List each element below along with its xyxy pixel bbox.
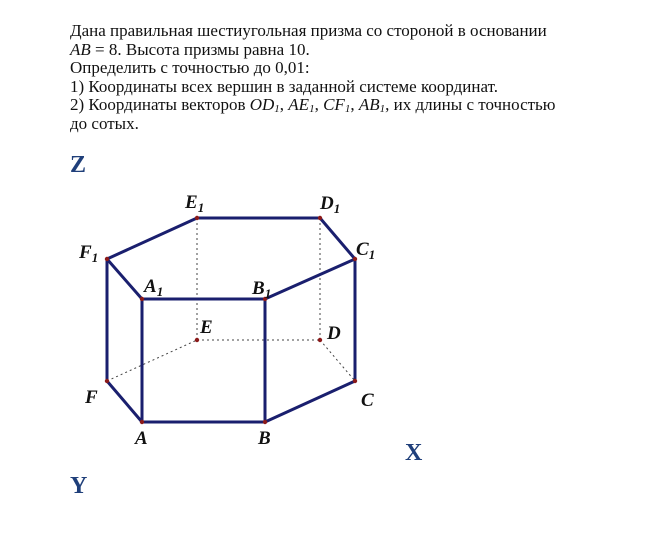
label-c: C xyxy=(361,390,374,411)
bottom-front-edges xyxy=(107,381,355,422)
point-e xyxy=(195,338,199,342)
vectors-prefix: 2) Координаты векторов xyxy=(70,95,250,114)
point-b xyxy=(263,420,267,424)
problem-line-1: Дана правильная шестиугольная призма со стороной в основании xyxy=(70,21,547,40)
label-e1: $E_1$ xyxy=(185,192,205,215)
label-a1: $A_1$ xyxy=(144,276,164,299)
problem-line-6: до сотых. xyxy=(70,113,139,133)
edge-dc xyxy=(320,340,355,381)
axis-label-z: Z xyxy=(70,152,87,178)
label-d1: $D_1$ xyxy=(320,193,341,216)
point-c xyxy=(353,379,357,383)
vectors-suffix: , их длины с точностью xyxy=(385,95,556,114)
axis-label-x: X xyxy=(405,440,423,466)
label-c1: $C_1$ xyxy=(356,239,376,262)
vector-od1: $OD_1$ xyxy=(249,95,280,115)
point-a1 xyxy=(140,297,144,301)
point-f xyxy=(105,379,109,383)
label-d: D xyxy=(327,323,341,344)
vector-cf1: $CF_1$ xyxy=(323,95,351,115)
problem-line-5: 2) Координаты векторов $OD_1$, $AE_1$, $CF_1$, $AB_1$, их длины с точностью xyxy=(70,95,556,115)
edge-fe xyxy=(107,340,197,381)
vector-ab1: $AB_1$ xyxy=(358,95,386,115)
side-variable: AB xyxy=(70,39,91,59)
label-f: F xyxy=(85,387,98,408)
point-e1 xyxy=(195,216,199,220)
label-f1: $F_1$ xyxy=(79,242,99,265)
problem-line-3: Определить с точностью до 0,01: xyxy=(70,58,310,77)
label-b: B xyxy=(258,428,271,449)
vector-ae1: $AE_1$ xyxy=(288,95,315,115)
label-a: A xyxy=(135,428,148,449)
label-b1: $B_1$ xyxy=(252,278,272,301)
point-a xyxy=(140,420,144,424)
side-value: = 8. Высота призмы равна 10. xyxy=(90,39,310,59)
label-e: E xyxy=(200,317,213,338)
point-d xyxy=(318,338,322,342)
problem-line-4: 1) Координаты всех вершин в заданной системе координат. xyxy=(70,76,499,96)
visible-edges xyxy=(107,218,355,422)
axis-label-y: Y xyxy=(70,473,88,499)
point-f1 xyxy=(105,257,109,261)
point-d1 xyxy=(318,216,322,220)
